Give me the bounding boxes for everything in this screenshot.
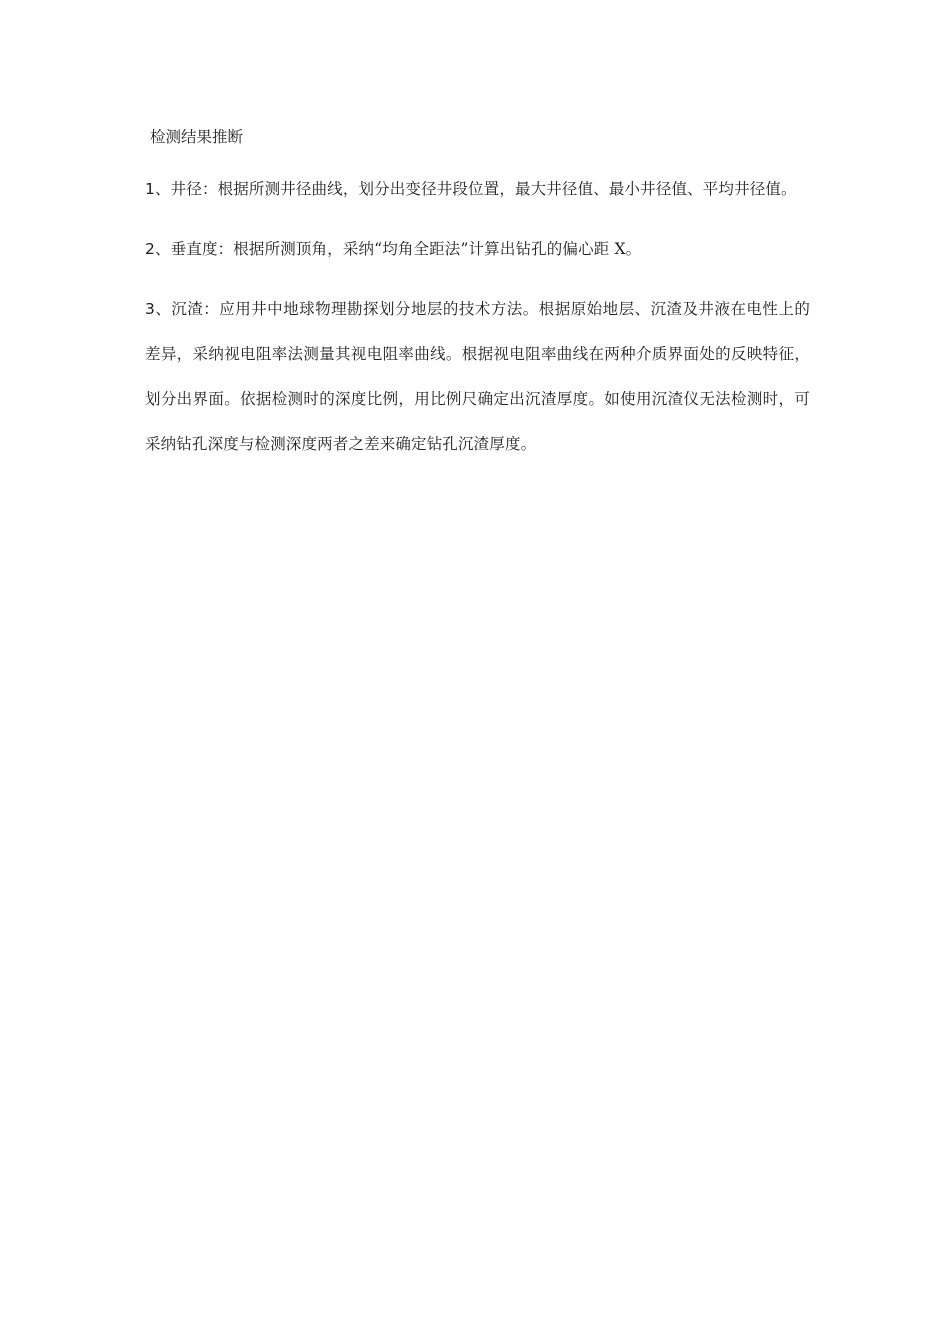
- paragraph-text: 、垂直度：根据所测顶角，采纳“均角全距法”计算出钻孔的偏心距 X。: [155, 240, 642, 258]
- paragraph-number: 3: [145, 300, 156, 318]
- paragraph-borehole-diameter: [145, 167, 810, 212]
- section-heading: 检测结果推断: [150, 128, 244, 146]
- paragraph-verticality: [145, 227, 810, 272]
- paragraph-number: 1: [145, 180, 156, 198]
- paragraph-number: 2: [145, 240, 156, 258]
- paragraph-text: 、沉渣：应用井中地球物理勘探划分地层的技术方法。根据原始地层、沉渣及井液在电性上的差异，采纳视电阻率法测量其视电阻率曲线。根据视电阻率曲线在两种介质界面处的反映特征，划分出界面。依据检测时的深度比例，用比例尺确定出沉渣厚度。如使用沉渣仪无法检测时，可采纳钻孔深度与检测深度两者之差来确定钻孔沉渣厚度。: [145, 300, 810, 453]
- paragraph-text: 、井径：根据所测井径曲线，划分出变径井段位置，最大井径值、最小井径值、平均井径值。: [155, 180, 797, 198]
- document-body: [145, 122, 810, 467]
- paragraph-sediment: [145, 287, 810, 467]
